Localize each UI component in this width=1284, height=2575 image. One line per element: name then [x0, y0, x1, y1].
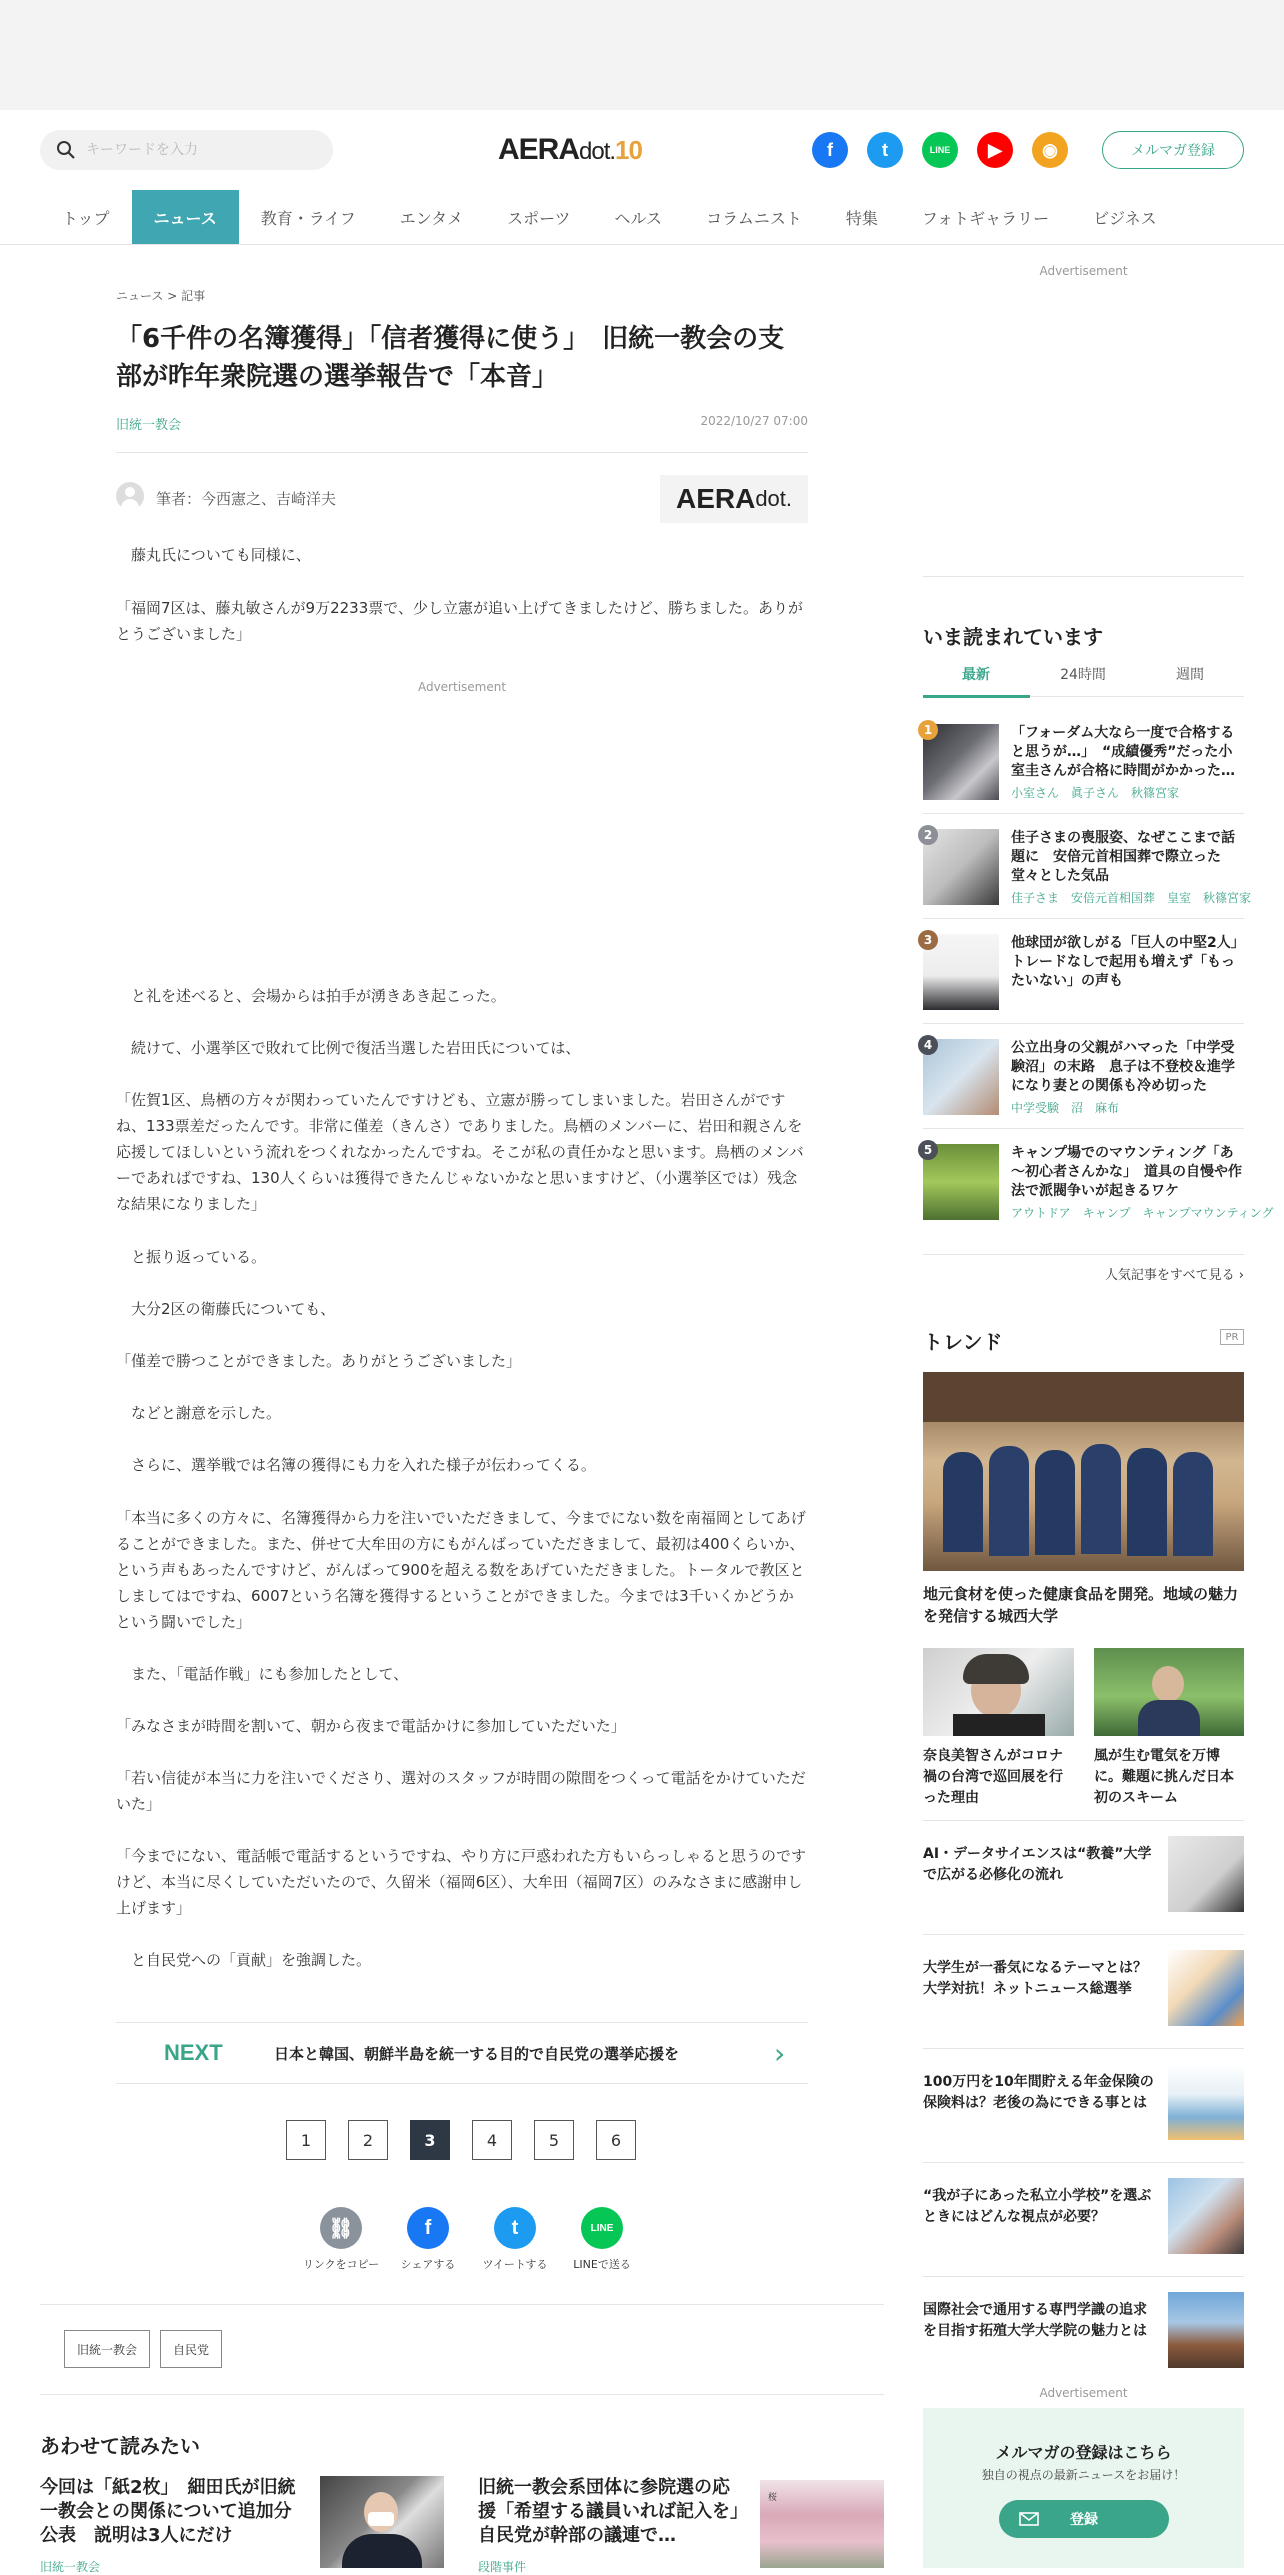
article-title: 「6千件の名簿獲得」「信者獲得に使う」 旧統一教会の支部が昨年衆院選の選挙報告で「本音」: [116, 324, 785, 392]
paragraph: 「佐賀1区、鳥栖の方々が関わっていたんですけども、立憲が勝ってしまいました。岩田さんがですね、133票差だったんです。非常に僅差（きんさ）でありました。鳥栖のメンバーに、岩田和親さんを応援してほしいという流れをつくれなかったんですね。そこが私の責任かなと思います。鳥栖のメンバーであればですね、130人くらいは獲得できたんじゃないかなと思いますけど、（小選挙区では）残念な結果になりました」: [116, 1091, 804, 1213]
ranking-title[interactable]: 佳子さまの喪服姿、なぜここまで話題に 安倍元首相国葬で際立った堂々とした気品: [1011, 830, 1235, 884]
paragraph: 続けて、小選挙区で敗れて比例で復活当選した岩田氏については、: [116, 1039, 581, 1057]
nav-tab[interactable]: 教育・ライフ: [260, 208, 356, 228]
logo-ten: 10: [615, 135, 642, 165]
breadcrumb[interactable]: ニュース > 記事: [116, 289, 206, 303]
paragraph: と自民党への「貢献」を強調した。: [116, 1951, 372, 1969]
paragraph: などと謝意を示した。: [116, 1404, 282, 1422]
nav-tab[interactable]: トップ: [62, 208, 110, 228]
nav-tab[interactable]: エンタメ: [399, 208, 464, 228]
paragraph: 「本当に多くの方々に、名簿獲得から力を注いでいただきまして、今までにない数を南福岡としてあげることができました。また、併せて大牟田の方にもがんばっていただきまして、最初は400くらいか、という声もあったんですけど、がんばって900を超える数をあげていただきました。トータルで教区としましてはですね、6007という名簿を獲得するということができました。今までは3千いくかどうかという闘いでした」: [116, 1509, 806, 1631]
newsletter-title: メルマガの登録はこちら: [995, 2443, 1172, 2462]
twitter-share-icon[interactable]: t: [494, 2207, 536, 2249]
share-label: シェアする: [400, 2258, 456, 2271]
newsletter-button[interactable]: メルマガ登録: [1102, 131, 1244, 169]
trend-title[interactable]: 奈良美智さんがコロナ禍の台湾で巡回展を行った理由: [923, 1748, 1063, 1806]
share-label: リンクをコピー: [302, 2258, 380, 2271]
trend-heading: トレンド: [923, 1330, 1003, 1354]
copy-link-icon[interactable]: ⛓: [320, 2207, 362, 2249]
ranking-tags[interactable]: 佳子さま 安倍元首相国葬 皇室 秋篠宮家: [1011, 891, 1252, 905]
twitter-icon[interactable]: t: [867, 132, 903, 168]
chevron-right-icon: ›: [774, 2036, 786, 2070]
paragraph: さらに、選挙戦では名簿の獲得にも力を入れた様子が伝わってくる。: [116, 1456, 596, 1474]
trend-list-thumbnail[interactable]: [1168, 1836, 1244, 1912]
divider: [923, 918, 1244, 919]
paragraph: 「みなさまが時間を割いて、朝から夜まで電話かけに参加していただいた」: [116, 1717, 626, 1735]
ranking-tab[interactable]: 週間: [1176, 667, 1204, 683]
line-icon[interactable]: LINE: [922, 132, 958, 168]
paragraph: と礼を述べると、会場からは拍手が湧きあき起こった。: [116, 987, 506, 1005]
trend-list-title[interactable]: 国際社会で通用する専門学識の追求を目指す拓殖大学大学院の魅力とは: [923, 2302, 1147, 2339]
trend-list-thumbnail[interactable]: [1168, 2178, 1244, 2254]
page-button[interactable]: 3: [410, 2120, 450, 2160]
ad-label: Advertisement: [1039, 2386, 1128, 2400]
main-nav: [40, 190, 1179, 244]
rank-number: 1: [918, 720, 938, 740]
nav-tab[interactable]: フォトギャラリー: [921, 208, 1050, 228]
divider: [923, 1820, 1244, 1821]
youtube-icon[interactable]: ▶: [977, 132, 1013, 168]
divider: [40, 2394, 884, 2395]
trend-main-image[interactable]: [923, 1372, 1244, 1571]
ranking-tab[interactable]: 最新: [962, 667, 990, 683]
trend-title[interactable]: 風が生む電気を万博に。難題に挑んだ日本初のスキーム: [1094, 1748, 1234, 1806]
trend-list-thumbnail[interactable]: [1168, 1950, 1244, 2026]
publisher-dot: dot.: [755, 486, 793, 511]
divider: [923, 2048, 1244, 2049]
related-thumbnail[interactable]: 桜: [760, 2480, 884, 2568]
site-logo[interactable]: [498, 133, 642, 167]
article-tag[interactable]: 旧統一教会: [116, 418, 182, 433]
rank-number: 5: [918, 1140, 938, 1160]
nav-tab[interactable]: ニュース: [132, 190, 239, 244]
divider: [923, 2276, 1244, 2277]
rank-number: 3: [918, 930, 938, 950]
ranking-title[interactable]: 公立出身の父親がハマった「中学受験沼」の末路 息子は不登校＆進学になり妻との関係も冷め切った: [1011, 1040, 1235, 1094]
author-avatar-icon: [116, 482, 144, 510]
nav-divider: [0, 244, 1284, 245]
related-heading: あわせて読みたい: [40, 2434, 200, 2458]
related-title[interactable]: 旧統一教会系団体に参院選の応援「希望する議員いれば記入を」 自民党が幹部の議連で…: [478, 2477, 757, 2546]
page-button[interactable]: 2: [348, 2120, 388, 2160]
ranking-title[interactable]: 「フォーダム大なら一度で合格すると思うが…」 “成績優秀”だった小室圭さんが合格に時間がかかった…: [1011, 725, 1235, 779]
divider: [923, 1934, 1244, 1935]
nav-tab[interactable]: 特集: [845, 208, 878, 228]
divider: [923, 2162, 1244, 2163]
trend-thumbnail[interactable]: [923, 1648, 1074, 1736]
logo-main: AERA: [498, 133, 580, 166]
page-button[interactable]: 1: [286, 2120, 326, 2160]
next-page-link[interactable]: [116, 2022, 808, 2084]
paragraph: 藤丸氏についても同様に、: [116, 546, 311, 564]
ranking-tab[interactable]: 24時間: [1060, 667, 1106, 683]
trend-thumbnail[interactable]: [1094, 1648, 1244, 1736]
rank-number: 2: [918, 825, 938, 845]
page-button[interactable]: 4: [472, 2120, 512, 2160]
newsletter-register-button[interactable]: [999, 2500, 1169, 2538]
share-label: LINEで送る: [573, 2258, 631, 2271]
trend-list-title[interactable]: AI・データサイエンスは“教養”大学で広がる必修化の流れ: [923, 1846, 1152, 1883]
publisher-main: AERA: [675, 483, 756, 514]
trend-list-title[interactable]: 大学生が一番気になるテーマとは？大学対抗！ネットニュース総選挙: [923, 1960, 1147, 1997]
divider: [923, 576, 1244, 577]
article-author: 筆者：今西憲之、吉崎洋夫: [156, 490, 337, 508]
paragraph: 大分2区の衛藤氏についても、: [116, 1300, 336, 1318]
line-share-icon[interactable]: LINE: [581, 2207, 623, 2249]
next-label: NEXT: [164, 2040, 223, 2065]
paragraph: 「若い信徒が本当に力を注いでくださり、選対のスタッフが時間の隙間をつくって電話をかけていただいた」: [116, 1769, 806, 1813]
page-button[interactable]: 6: [596, 2120, 636, 2160]
paragraph: 「今までにない、電話帳で電話するというですね、やり方に戸惑われた方もいらっしゃると思うのですけど、本当に尽くしていただいたので、久留米（福岡6区）、大牟田（福岡7区）のみなさまに感謝申し上げます」: [116, 1847, 807, 1917]
trend-list-title[interactable]: 100万円を10年間貯える年金保険の保険料は？老後の為にできる事とは: [923, 2074, 1154, 2111]
ranking-title[interactable]: 他球団が欲しがる「巨人の中堅2人」 トレードなしで起用も増えず「もったいない」の声も: [1011, 935, 1252, 989]
search-input[interactable]: [86, 142, 306, 158]
divider: [923, 1023, 1244, 1024]
divider: [116, 452, 808, 453]
rss-icon[interactable]: ◉: [1032, 132, 1068, 168]
paragraph: と振り返っている。: [116, 1248, 267, 1266]
rank-number: 4: [918, 1035, 938, 1055]
trend-list-thumbnail[interactable]: [1168, 2064, 1244, 2140]
related-title[interactable]: 今回は「紙2枚」 細田氏が旧統一教会との関係について追加分公表 説明は3人にだけ: [40, 2477, 296, 2546]
keyword-tag[interactable]: 自民党: [160, 2330, 222, 2368]
paragraph: 「福岡7区は、藤丸敏さんが9万2233票で、少し立憲が追い上げてきましたけど、勝ちました。ありがとうございました」: [116, 599, 803, 643]
divider: [40, 2304, 884, 2305]
trend-list-thumbnail[interactable]: [1168, 2292, 1244, 2368]
article-date: 2022/10/27 07:00: [700, 414, 808, 428]
trend-main-title[interactable]: 地元食材を使った健康食品を開発。地域の魅力を発信する城西大学: [923, 1585, 1239, 1625]
publisher-logo[interactable]: [660, 475, 808, 523]
search-icon: [56, 140, 76, 160]
newsletter-subtitle: 独自の視点の最新ニュースをお届け！: [981, 2468, 1186, 2482]
mail-icon: [1019, 2512, 1039, 2526]
nav-tab[interactable]: スポーツ: [507, 208, 571, 228]
facebook-icon[interactable]: f: [812, 132, 848, 168]
related-tag[interactable]: 旧統一教会: [40, 2560, 101, 2574]
nav-tab[interactable]: ビジネス: [1093, 208, 1157, 228]
page-button[interactable]: 5: [534, 2120, 574, 2160]
divider: [923, 1254, 1244, 1255]
keyword-tag[interactable]: 旧統一教会: [64, 2330, 150, 2368]
ranking-heading: いま読まれています: [923, 625, 1103, 649]
ranking-tags[interactable]: アウトドア キャンプ キャンプマウンティング: [1011, 1206, 1274, 1220]
paragraph: 「僅差で勝つことができました。ありがとうございました」: [116, 1352, 522, 1370]
share-label: ツイートする: [482, 2258, 548, 2271]
trend-list-title[interactable]: “我が子にあった私立小学校”を選ぶときにはどんな視点が必要？: [923, 2188, 1152, 2225]
paragraph: また、「電話作戦」にも参加したとして、: [116, 1665, 409, 1683]
ad-label: Advertisement: [1039, 264, 1128, 278]
ad-label: Advertisement: [417, 680, 507, 694]
active-tab-indicator: [923, 695, 1030, 698]
pr-badge: PR: [1220, 1329, 1244, 1345]
newsletter-box: [923, 2408, 1244, 2568]
nav-tab[interactable]: コラムニスト: [706, 208, 802, 228]
ranking-tags[interactable]: 小室さん 眞子さん 秋篠宮家: [1011, 786, 1180, 800]
divider: [923, 813, 1244, 814]
ranking-tags[interactable]: 中学受験 沼 麻布: [1011, 1101, 1120, 1115]
top-ad-band: [0, 0, 1284, 110]
search-box[interactable]: [40, 130, 333, 170]
newsletter-button-label: 登録: [1070, 2512, 1098, 2528]
related-thumbnail[interactable]: [320, 2476, 444, 2568]
ranking-more-link[interactable]: 人気記事をすべて見る ›: [1104, 1268, 1244, 1283]
related-tag[interactable]: 段階事件: [478, 2560, 527, 2574]
ranking-title[interactable]: キャンプ場でのマウンティング「あ～初心者さんかな」 道具の自慢や作法で派閥争いが起きるワケ: [1011, 1145, 1242, 1199]
facebook-share-icon[interactable]: f: [407, 2207, 449, 2249]
next-title: 日本と韓国、朝鮮半島を統一する目的で自民党の選挙応援を: [274, 2044, 680, 2063]
nav-tab[interactable]: ヘルス: [614, 208, 663, 228]
logo-dot: dot.: [579, 138, 616, 165]
divider: [923, 1128, 1244, 1129]
